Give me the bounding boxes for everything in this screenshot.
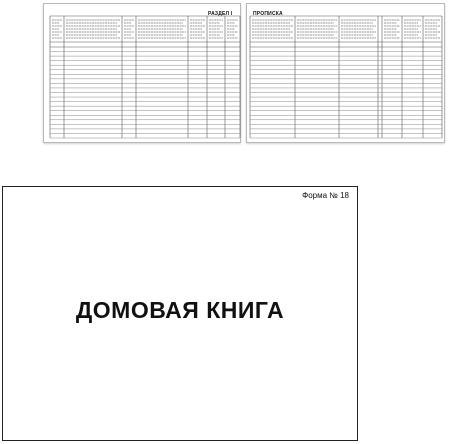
register-page-right (246, 3, 445, 143)
cover-title: ДОМОВАЯ КНИГА (75, 297, 285, 323)
register-page-left (43, 3, 241, 143)
open-house-book-spread (43, 3, 446, 149)
house-book-cover (2, 186, 358, 441)
section-heading-left: РАЗДЕЛ I (208, 11, 233, 17)
register-table-left (44, 4, 242, 144)
section-heading-right: ПРОПИСКА (253, 11, 283, 17)
form-number: Форма № 18 (302, 191, 349, 200)
register-table-right (247, 4, 446, 144)
